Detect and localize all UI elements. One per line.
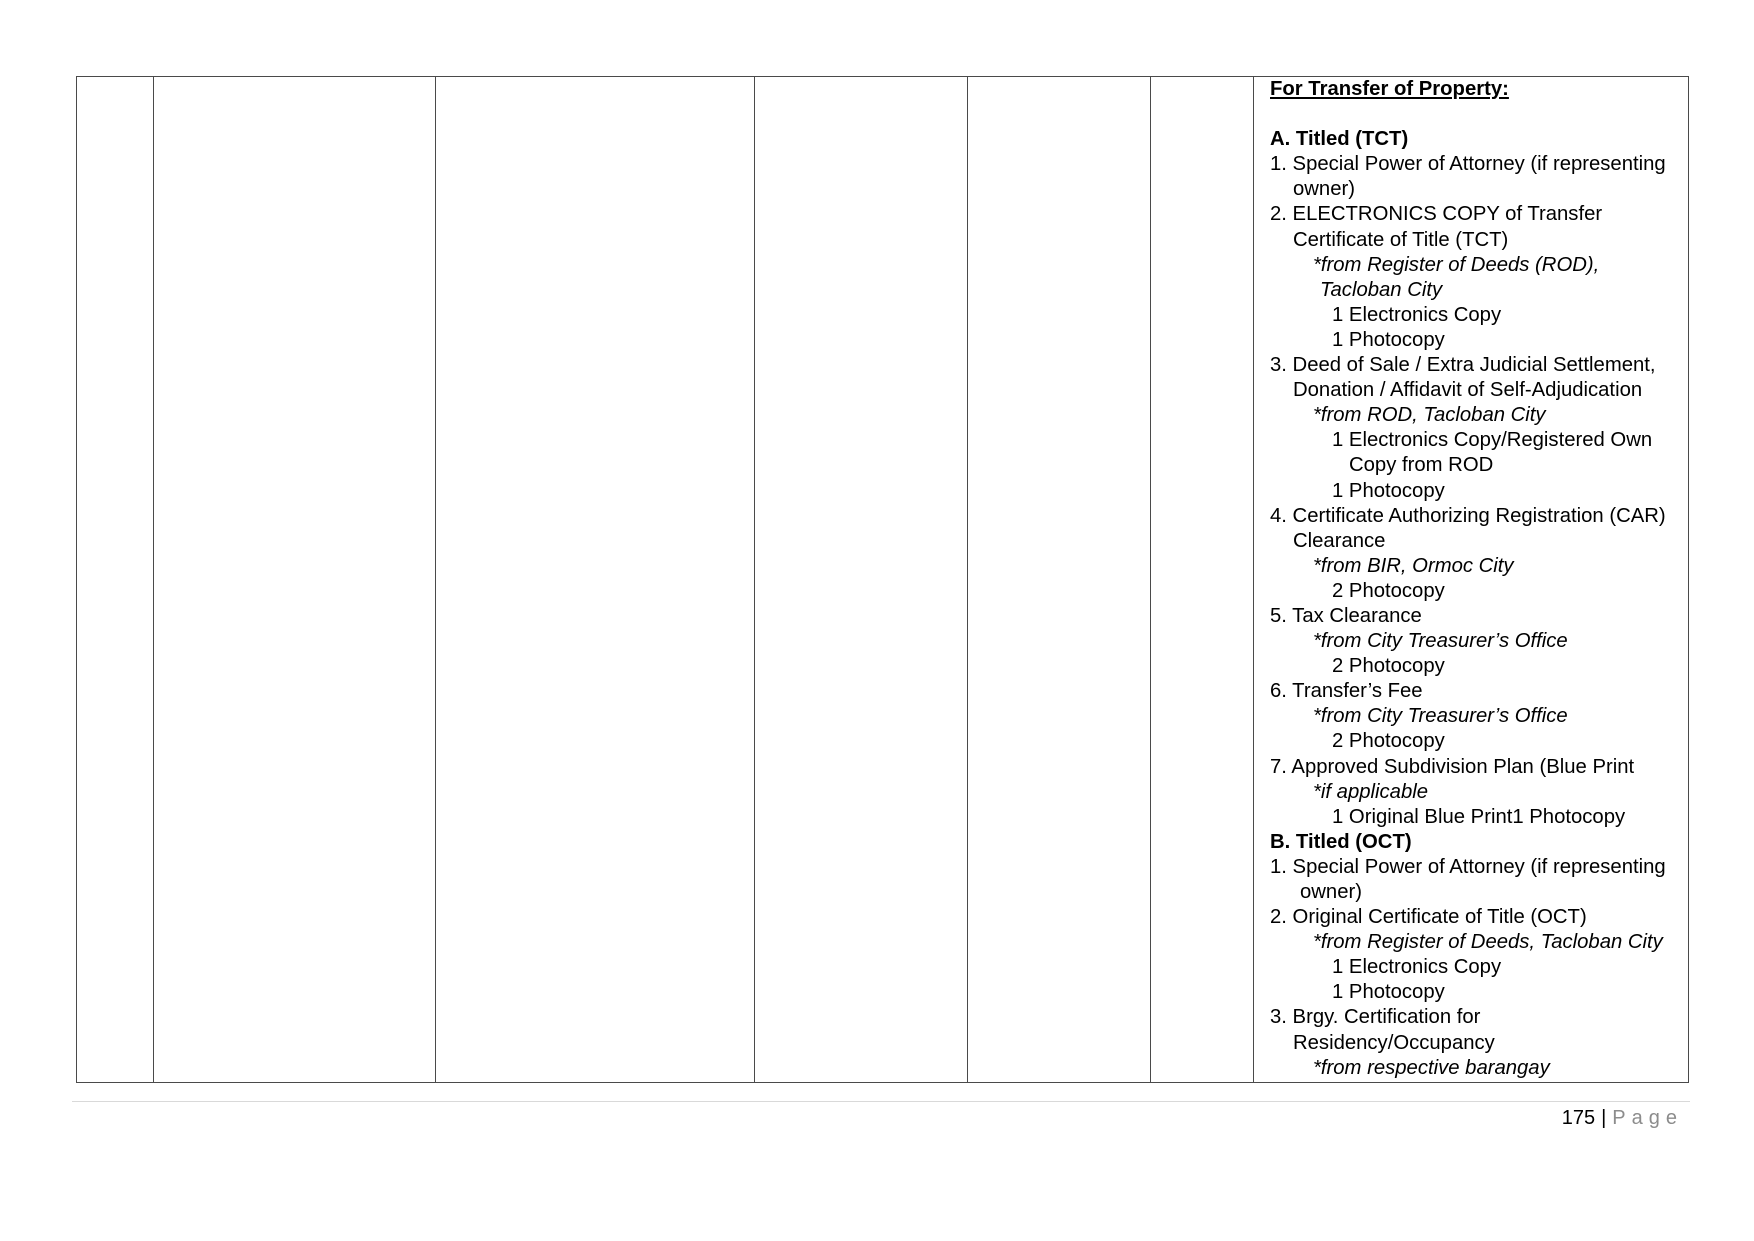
requirement-item: 2. Original Certificate of Title (OCT) xyxy=(1270,906,1587,929)
requirement-item: 2. ELECTRONICS COPY of Transfer xyxy=(1270,203,1603,226)
table-column-divider xyxy=(435,76,436,1083)
requirement-item: 4. Certificate Authorizing Registration (CAR) xyxy=(1270,504,1666,527)
requirement-copies: 1 Electronics Copy/Registered Own xyxy=(1332,429,1653,452)
requirement-item: 3. Deed of Sale / Extra Judicial Settlement, xyxy=(1270,354,1656,377)
requirement-item: 3. Brgy. Certification for xyxy=(1270,1006,1481,1029)
blank-line xyxy=(1270,102,1680,127)
footer-divider xyxy=(72,1101,1690,1102)
requirement-item-cont: Clearance xyxy=(1293,529,1386,552)
requirement-copies: 1 Photocopy xyxy=(1332,328,1445,351)
requirement-copies: 1 Original Blue Print1 Photocopy xyxy=(1332,805,1626,828)
table-column-divider xyxy=(754,76,755,1083)
section-b-title: B. Titled (OCT) xyxy=(1270,830,1412,853)
page-number: 175 xyxy=(1561,1107,1596,1129)
requirement-source: *from BIR, Ormoc City xyxy=(1313,554,1514,577)
table-column-divider xyxy=(153,76,154,1083)
requirement-source-cont: Tacloban City xyxy=(1320,278,1443,301)
requirements-cell xyxy=(1270,77,1680,1081)
requirement-item: 7. Approved Subdivision Plan (Blue Print xyxy=(1270,755,1635,778)
requirement-source: *from ROD, Tacloban City xyxy=(1313,404,1546,427)
requirement-source: *if applicable xyxy=(1313,780,1429,803)
requirement-copies: 1 Photocopy xyxy=(1332,479,1445,502)
section-a-title: A. Titled (TCT) xyxy=(1270,128,1409,151)
table-column-divider xyxy=(1150,76,1151,1083)
page-label: Page xyxy=(1612,1107,1683,1129)
requirement-source: *from Register of Deeds (ROD), xyxy=(1313,253,1600,276)
table-column-divider xyxy=(967,76,968,1083)
requirement-copies-cont: Copy from ROD xyxy=(1349,454,1494,477)
requirement-item-cont: Donation / Affidavit of Self-Adjudication xyxy=(1293,379,1643,402)
requirement-item-cont: owner) xyxy=(1293,178,1355,201)
requirement-source: *from City Treasurer’s Office xyxy=(1313,705,1568,728)
requirement-copies: 1 Electronics Copy xyxy=(1332,956,1502,979)
footer-separator: | xyxy=(1601,1107,1607,1129)
requirement-source: *from Register of Deeds, Tacloban City xyxy=(1313,931,1663,954)
requirement-copies: 2 Photocopy xyxy=(1332,655,1445,678)
requirement-copies: 2 Photocopy xyxy=(1332,579,1445,602)
requirement-source: *from respective barangay xyxy=(1313,1056,1550,1079)
requirement-item: 1. Special Power of Attorney (if representing xyxy=(1270,855,1666,878)
table-column-divider xyxy=(1253,76,1254,1083)
requirements-heading: For Transfer of Property: xyxy=(1270,78,1509,100)
requirement-copies: 2 Photocopy xyxy=(1332,730,1445,753)
requirement-copies: 1 Electronics Copy xyxy=(1332,303,1502,326)
requirement-item: 6. Transfer’s Fee xyxy=(1270,680,1423,703)
requirement-item-cont: Certificate of Title (TCT) xyxy=(1293,228,1509,251)
requirement-item-cont: Residency/Occupancy xyxy=(1293,1031,1495,1054)
requirement-item: 1. Special Power of Attorney (if representing xyxy=(1270,153,1666,176)
requirement-copies: 1 Photocopy xyxy=(1332,981,1445,1004)
requirement-item: 5. Tax Clearance xyxy=(1270,604,1422,627)
requirement-source: *from City Treasurer’s Office xyxy=(1313,630,1568,653)
page-footer xyxy=(1562,1105,1683,1131)
requirement-item-cont: owner) xyxy=(1300,881,1362,903)
